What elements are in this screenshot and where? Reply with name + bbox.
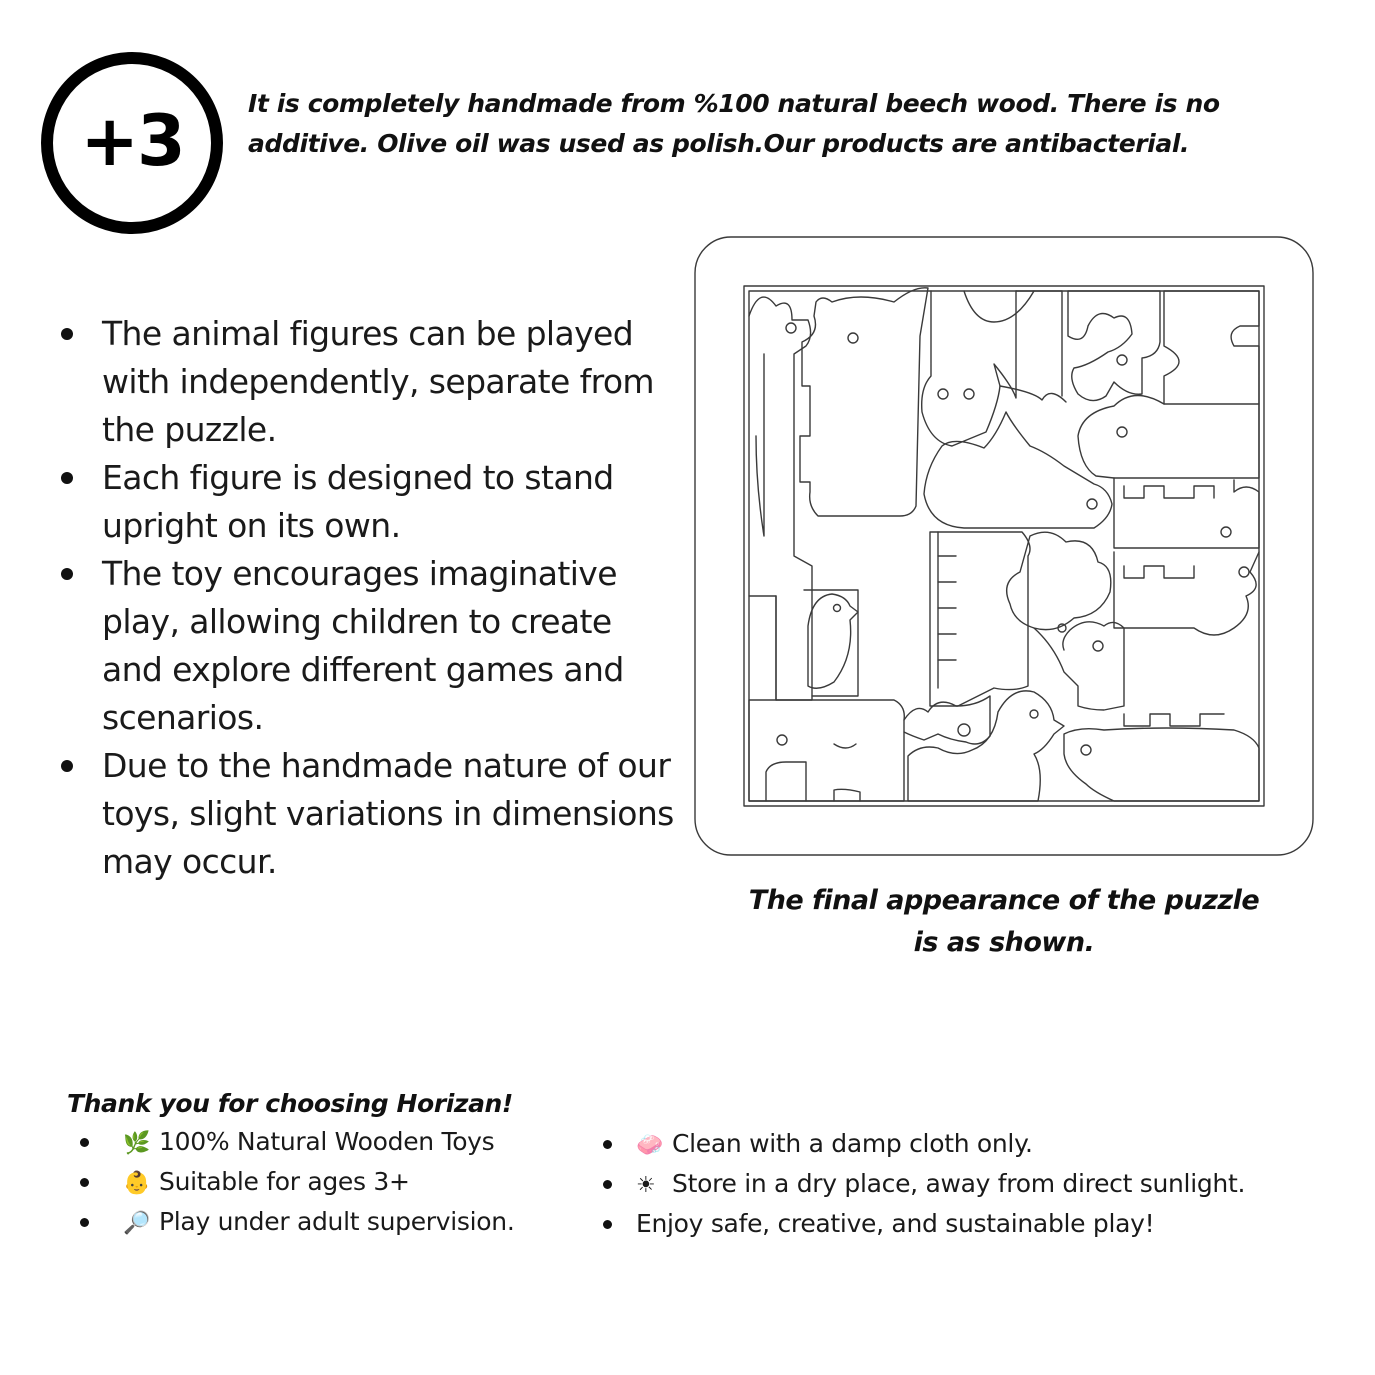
hippo-piece xyxy=(1078,395,1259,478)
lamb-piece xyxy=(1007,532,1111,632)
puzzle-caption xyxy=(694,880,1314,964)
care-text: Play under adult supervision. xyxy=(159,1207,515,1236)
bullet-icon xyxy=(61,472,73,484)
bullet-icon xyxy=(80,1138,89,1147)
caption-line2: is as shown. xyxy=(913,927,1095,958)
care-item xyxy=(590,1125,1245,1165)
care-item xyxy=(67,1203,514,1243)
castle-piece-mid xyxy=(1114,552,1259,635)
intro-text: It is completely handmade from %100 natural beech wood. There is no additive. Olive oil was used as polish.Our products are antibacterial. xyxy=(248,89,1220,158)
caption-line1: The final appearance of the puzzle xyxy=(748,885,1260,916)
goat-piece xyxy=(922,291,1034,446)
thanks-heading: Thank you for choosing Horizan! xyxy=(67,1089,513,1118)
elephant-piece xyxy=(749,700,904,801)
age-badge xyxy=(41,52,223,234)
magnifier-icon: 🔎 xyxy=(123,1211,151,1236)
bullet-icon xyxy=(80,1218,89,1227)
care-item xyxy=(590,1165,1245,1205)
bullet-icon xyxy=(603,1140,612,1149)
bullet-icon xyxy=(61,760,73,772)
feature-text: Due to the handmade nature of our toys, slight variations in dimensions may occur. xyxy=(102,746,674,881)
puzzle-drawing xyxy=(694,236,1314,856)
care-list-right xyxy=(590,1125,1245,1243)
feature-text: Each figure is designed to stand upright on its own. xyxy=(102,458,614,545)
bullet-icon xyxy=(61,568,73,580)
care-list-left xyxy=(67,1123,514,1243)
care-text: Enjoy safe, creative, and sustainable play! xyxy=(636,1209,1155,1238)
plant-icon: 🌿 xyxy=(123,1131,151,1156)
feature-item xyxy=(55,454,675,550)
pig-piece xyxy=(1064,714,1259,801)
feature-text: The animal figures can be played with independently, separate from the puzzle. xyxy=(102,314,654,449)
care-text: Clean with a damp cloth only. xyxy=(672,1129,1033,1158)
care-item xyxy=(67,1123,514,1163)
castle-piece-top xyxy=(1114,478,1259,548)
care-text: Suitable for ages 3+ xyxy=(159,1167,410,1196)
bear-piece xyxy=(1068,291,1160,401)
feature-item xyxy=(55,550,675,742)
puzzle-illustration xyxy=(694,236,1314,856)
feature-text: The toy encourages imaginative play, allowing children to create and explore different games and scenarios. xyxy=(102,554,624,737)
sun-icon: ☀ xyxy=(636,1173,656,1198)
llama-piece xyxy=(800,288,928,516)
bullet-icon xyxy=(61,328,73,340)
care-item xyxy=(590,1205,1245,1243)
baby-icon: 👶 xyxy=(123,1171,151,1196)
care-text: Store in a dry place, away from direct sunlight. xyxy=(672,1169,1246,1198)
soap-icon: 🧼 xyxy=(636,1133,664,1158)
care-item xyxy=(67,1163,514,1203)
care-text: 100% Natural Wooden Toys xyxy=(159,1127,495,1156)
bullet-icon xyxy=(80,1178,89,1187)
bullet-icon xyxy=(603,1180,612,1189)
feature-item xyxy=(55,310,675,454)
horse-piece xyxy=(924,412,1112,528)
ram-piece xyxy=(1034,622,1124,710)
age-badge-label: +3 xyxy=(80,100,184,182)
cow-piece xyxy=(930,532,1030,706)
bullet-icon xyxy=(603,1220,612,1229)
cat-piece xyxy=(904,696,990,744)
snail-piece xyxy=(1164,291,1259,404)
feature-list xyxy=(55,310,675,886)
feature-item xyxy=(55,742,675,886)
